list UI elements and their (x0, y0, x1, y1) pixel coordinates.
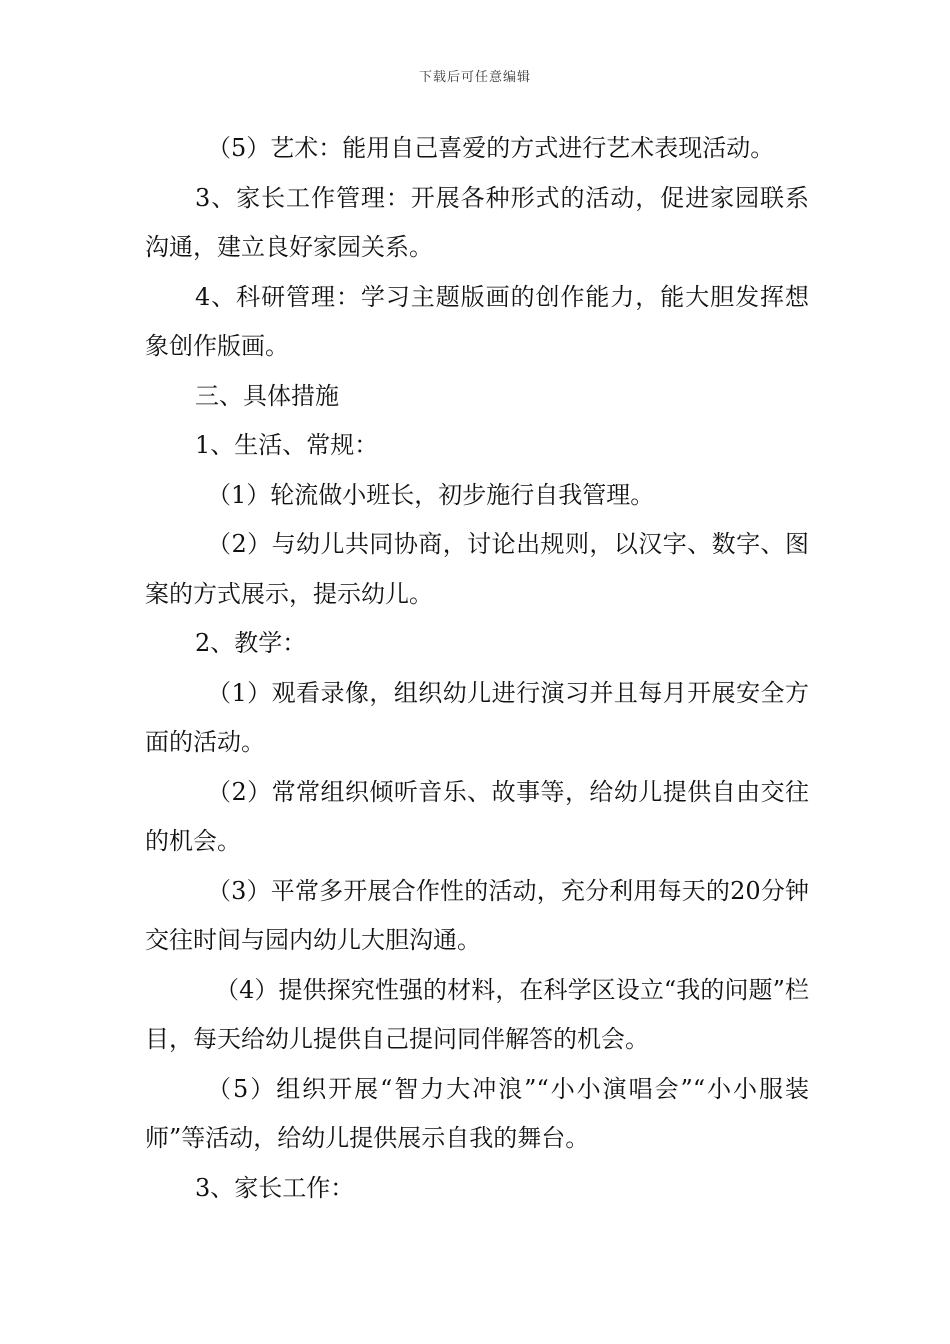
paragraph-art-goal: （5）艺术：能用自己喜爱的方式进行艺术表现活动。 (207, 134, 775, 162)
paragraph-research-management: 4、科研管理：学习主题版画的创作能力，能大胆发挥想象创作版画。 (145, 282, 809, 360)
paragraph-teaching-item-2: （2）常常组织倾听音乐、故事等，给幼儿提供自由交往的机会。 (145, 777, 809, 855)
subheading-teaching: 2、教学： (195, 629, 307, 657)
paragraph-routine-item-1: （1）轮流做小班长，初步施行自我管理。 (207, 480, 655, 509)
paragraph-teaching-item-3: （3）平常多开展合作性的活动，充分利用每天的20分钟交往时间与园内幼儿大胆沟通。 (145, 876, 809, 954)
paragraph-teaching-item-4: （4）提供探究性强的材料，在科学区设立“我的问题”栏目，每天给幼儿提供自己提问同伴解答的机会。 (145, 975, 809, 1053)
document-body (145, 124, 809, 1213)
subheading-life-routine: 1、生活、常规： (195, 431, 379, 459)
paragraph-teaching-item-5: （5）组织开展“智力大冲浪”“小小演唱会”“小小服装师”等活动，给幼儿提供展示自我的舞台。 (145, 1074, 809, 1152)
subheading-parent-work: 3、家长工作： (195, 1173, 355, 1202)
paragraph-parent-management: 3、家长工作管理：开展各种形式的活动，促进家园联系沟通，建立良好家园关系。 (145, 183, 809, 261)
paragraph-routine-item-2: （2）与幼儿共同协商，讨论出规则，以汉字、数字、图案的方式展示，提示幼儿。 (145, 530, 809, 608)
paragraph-teaching-item-1: （1）观看录像，组织幼儿进行演习并且每月开展安全方面的活动。 (145, 678, 809, 756)
page-header: 下载后可任意编辑 (418, 70, 531, 85)
section-heading-measures: 三、具体措施 (195, 381, 339, 410)
